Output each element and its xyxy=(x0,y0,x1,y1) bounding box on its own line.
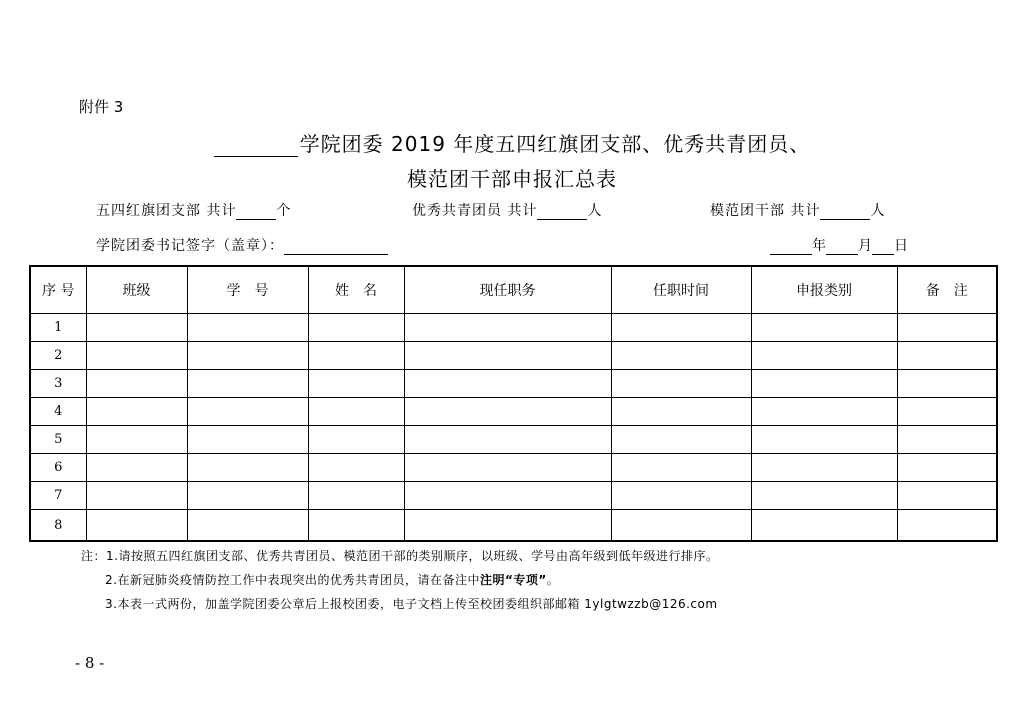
table-row xyxy=(30,426,997,454)
summary-branch xyxy=(96,200,291,220)
header-class: 班级 xyxy=(86,266,187,314)
header-index: 序 号 xyxy=(30,266,86,314)
cell-student-id[interactable] xyxy=(187,398,308,426)
table-row xyxy=(30,370,997,398)
cell-name[interactable] xyxy=(308,510,404,542)
cell-remarks[interactable] xyxy=(897,454,997,482)
date-month-label: 月 xyxy=(858,238,872,254)
summary-cadre-label: 模范团干部 共计 xyxy=(710,203,821,219)
cell-category[interactable] xyxy=(751,342,897,370)
notes-prefix: 注： xyxy=(81,549,107,563)
college-name-blank xyxy=(214,136,298,157)
cell-class[interactable] xyxy=(86,370,187,398)
cell-remarks[interactable] xyxy=(897,426,997,454)
cell-category[interactable] xyxy=(751,510,897,542)
summary-table xyxy=(29,265,998,542)
cell-category[interactable] xyxy=(751,314,897,342)
title-text-1: 学院团委 2019 年度五四红旗团支部、优秀共青团员、 xyxy=(299,132,811,156)
note-1 xyxy=(81,544,718,568)
signature-label: 学院团委书记签字（盖章）： xyxy=(96,238,284,254)
row-index: 4 xyxy=(30,398,86,426)
document-title-line-1 xyxy=(0,128,1024,157)
summary-cadre-unit: 人 xyxy=(870,203,886,219)
cell-name[interactable] xyxy=(308,482,404,510)
table-row xyxy=(30,454,997,482)
summary-member xyxy=(412,200,602,220)
cell-class[interactable] xyxy=(86,510,187,542)
row-index: 3 xyxy=(30,370,86,398)
attachment-label: 附件 3 xyxy=(79,98,124,116)
cell-class[interactable] xyxy=(86,398,187,426)
signature-line xyxy=(96,235,388,255)
cell-remarks[interactable] xyxy=(897,342,997,370)
cell-position[interactable] xyxy=(404,314,611,342)
cell-tenure[interactable] xyxy=(611,342,751,370)
row-index: 2 xyxy=(30,342,86,370)
cell-student-id[interactable] xyxy=(187,426,308,454)
date-day-blank xyxy=(872,238,894,255)
cell-tenure[interactable] xyxy=(611,398,751,426)
note-3 xyxy=(81,592,718,616)
table-row xyxy=(30,510,997,542)
cell-tenure[interactable] xyxy=(611,454,751,482)
cell-student-id[interactable] xyxy=(187,510,308,542)
table-row xyxy=(30,398,997,426)
document-title-line-2: 模范团干部申报汇总表 xyxy=(407,167,617,191)
summary-member-blank xyxy=(537,203,587,220)
row-index: 6 xyxy=(30,454,86,482)
note-1-text: 1.请按照五四红旗团支部、优秀共青团员、模范团干部的类别顺序，以班级、学号由高年级到低年级进行排序。 xyxy=(106,549,719,563)
date-year-label: 年 xyxy=(812,238,826,254)
summary-branch-label: 五四红旗团支部 共计 xyxy=(96,203,237,219)
cell-remarks[interactable] xyxy=(897,482,997,510)
row-index: 5 xyxy=(30,426,86,454)
cell-position[interactable] xyxy=(404,510,611,542)
summary-member-unit: 人 xyxy=(587,203,603,219)
cell-tenure[interactable] xyxy=(611,482,751,510)
table-row xyxy=(30,314,997,342)
cell-student-id[interactable] xyxy=(187,454,308,482)
cell-class[interactable] xyxy=(86,314,187,342)
cell-class[interactable] xyxy=(86,342,187,370)
cell-name[interactable] xyxy=(308,314,404,342)
cell-name[interactable] xyxy=(308,426,404,454)
cell-category[interactable] xyxy=(751,398,897,426)
page-number: - 8 - xyxy=(75,654,105,672)
cell-student-id[interactable] xyxy=(187,370,308,398)
header-remarks: 备 注 xyxy=(897,266,997,314)
note-2-text-a: 2.在新冠肺炎疫情防控工作中表现突出的优秀共青团员，请在备注中 xyxy=(105,573,480,587)
date-year-blank xyxy=(770,238,812,255)
cell-name[interactable] xyxy=(308,370,404,398)
cell-class[interactable] xyxy=(86,454,187,482)
summary-cadre xyxy=(710,200,885,220)
header-tenure: 任职时间 xyxy=(611,266,751,314)
summary-branch-blank xyxy=(236,203,276,220)
table-header-row xyxy=(30,266,997,314)
signature-blank xyxy=(284,238,388,255)
table-row xyxy=(30,482,997,510)
cell-category[interactable] xyxy=(751,370,897,398)
cell-remarks[interactable] xyxy=(897,314,997,342)
header-category: 申报类别 xyxy=(751,266,897,314)
row-index: 8 xyxy=(30,510,86,542)
table-row xyxy=(30,342,997,370)
cell-student-id[interactable] xyxy=(187,482,308,510)
cell-student-id[interactable] xyxy=(187,314,308,342)
cell-position[interactable] xyxy=(404,342,611,370)
header-student-id: 学 号 xyxy=(187,266,308,314)
summary-branch-unit: 个 xyxy=(276,203,292,219)
cell-position[interactable] xyxy=(404,454,611,482)
cell-tenure[interactable] xyxy=(611,510,751,542)
cell-tenure[interactable] xyxy=(611,426,751,454)
cell-remarks[interactable] xyxy=(897,398,997,426)
cell-class[interactable] xyxy=(86,482,187,510)
cell-name[interactable] xyxy=(308,342,404,370)
cell-position[interactable] xyxy=(404,482,611,510)
date-day-label: 日 xyxy=(894,238,908,254)
cell-position[interactable] xyxy=(404,426,611,454)
note-2 xyxy=(81,568,718,592)
cell-tenure[interactable] xyxy=(611,314,751,342)
header-current-position: 现任职务 xyxy=(404,266,611,314)
row-index: 7 xyxy=(30,482,86,510)
cell-category[interactable] xyxy=(751,482,897,510)
summary-member-label: 优秀共青团员 共计 xyxy=(412,203,538,219)
note-2-emphasis: 注明“专项” xyxy=(479,573,547,587)
cell-name[interactable] xyxy=(308,454,404,482)
cell-position[interactable] xyxy=(404,398,611,426)
cell-category[interactable] xyxy=(751,454,897,482)
cell-student-id[interactable] xyxy=(187,342,308,370)
row-index: 1 xyxy=(30,314,86,342)
date-month-blank xyxy=(826,238,858,255)
cell-remarks[interactable] xyxy=(897,510,997,542)
cell-tenure[interactable] xyxy=(611,370,751,398)
cell-name[interactable] xyxy=(308,398,404,426)
cell-class[interactable] xyxy=(86,426,187,454)
cell-remarks[interactable] xyxy=(897,370,997,398)
summary-cadre-blank xyxy=(820,203,870,220)
header-name: 姓 名 xyxy=(308,266,404,314)
notes-section xyxy=(81,544,718,616)
note-3-text: 3.本表一式两份，加盖学院团委公章后上报校团委，电子文档上传至校团委组织部邮箱 1ylgtwzzb@126.com xyxy=(105,597,718,611)
cell-position[interactable] xyxy=(404,370,611,398)
date-line xyxy=(770,235,908,255)
note-2-text-c: 。 xyxy=(546,573,560,587)
cell-category[interactable] xyxy=(751,426,897,454)
